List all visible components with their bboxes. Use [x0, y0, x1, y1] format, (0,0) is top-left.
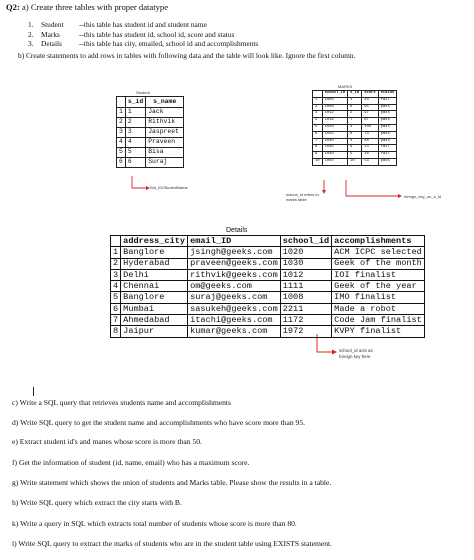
table-row: 5 5 Bisa — [117, 148, 184, 158]
table-cell: 1012 — [280, 269, 331, 280]
table-cell: 3 — [313, 111, 323, 118]
table-cell: Geek of the year — [332, 281, 425, 292]
table-cell: itachi@geeks.com — [188, 315, 281, 326]
table-cell: suraj@geeks.com — [188, 292, 281, 303]
question-c: c) Write a SQL query that retrieves students name and accomplishments — [12, 398, 232, 407]
column-header: school_id — [322, 91, 348, 98]
student-arrow — [132, 176, 146, 188]
table-cell: 2211 — [280, 303, 331, 314]
table-cell: Jaipur — [121, 326, 188, 337]
table-cell: 1035 — [322, 145, 348, 152]
table-row — [111, 247, 425, 258]
table-row: 1 1 Jack — [117, 108, 184, 118]
table-cell: 1040 — [322, 152, 348, 159]
table-cell: Delhi — [121, 269, 188, 280]
table-cell: 23 — [362, 97, 378, 104]
table-cell: 100 — [362, 124, 378, 131]
table-row — [111, 326, 425, 337]
question-h: h) Write SQL query which extract the city starts with B. — [12, 498, 182, 507]
table-cell: 2 — [348, 111, 362, 118]
column-header: address_city — [121, 236, 188, 247]
table-row — [111, 258, 425, 269]
table-cell: fail — [378, 145, 397, 152]
table-cell: Hyderabad — [121, 258, 188, 269]
table-cell: 1020 — [280, 247, 331, 258]
arrow-head — [322, 190, 326, 194]
column-header: s_id — [348, 91, 362, 98]
part-b-instruction: b) Create statements to add rows in tables with following data and the table will look like. Ignore the first column. — [18, 51, 356, 60]
table-cell: 1 — [348, 97, 362, 104]
table-cell: pass — [378, 111, 397, 118]
table-cell: 9 — [313, 152, 323, 159]
question-k: k) Write a query in SQL which extracts total number of students whose score is more than 80. — [12, 519, 297, 528]
table-cell: 1016 — [322, 118, 348, 125]
table-cell: IOI finalist — [332, 269, 425, 280]
table-cell: 6 — [348, 104, 362, 111]
student-table-note: Std_ID/StudentName — [150, 185, 188, 190]
table-cell: 8 — [348, 131, 362, 138]
table-cell: 1111 — [280, 281, 331, 292]
table-cell: 7 — [313, 138, 323, 145]
table-row: 4 4 Praveen — [117, 138, 184, 148]
marks-arrow-right — [346, 180, 398, 196]
table-cell: pass — [378, 118, 397, 125]
table-cell: KVPY finalist — [332, 326, 425, 337]
table-cell: sasukeh@geeks.com — [188, 303, 281, 314]
table-cell: 9 — [348, 145, 362, 152]
table-cell: 1972 — [280, 326, 331, 337]
column-header: status — [378, 91, 397, 98]
question-g: g) Write statement which shows the union of students and Marks table. Please show the results in a table. — [12, 478, 332, 487]
column-header: school_id — [280, 236, 331, 247]
table-cell: 10 — [313, 158, 323, 165]
table-cell: Banglore — [121, 247, 188, 258]
table-cell: 13 — [362, 145, 378, 152]
table-cell: 5 — [111, 292, 121, 303]
table-cell: 5 — [348, 152, 362, 159]
table-cell: 4 — [348, 138, 362, 145]
question-l: l) Write SQL query to extract the marks of students who are in the student table using EXISTS statement. — [12, 539, 333, 548]
marks-note-right: foreign_key_on_s_id — [404, 194, 441, 199]
table-row — [111, 281, 425, 292]
table-cell: 1050 — [322, 158, 348, 165]
table-cell: 1008 — [280, 292, 331, 303]
table-cell: pass — [378, 124, 397, 131]
details-table-caption: Details — [226, 227, 248, 234]
table-row — [111, 315, 425, 326]
table-row: 3 3 Jaspreet — [117, 128, 184, 138]
table-cell: 1012 — [322, 111, 348, 118]
table-cell: ACM ICPC selected — [332, 247, 425, 258]
table-cell: 67 — [362, 118, 378, 125]
table-cell: 97 — [362, 111, 378, 118]
table-cell: 3 — [111, 269, 121, 280]
table-cell: 73 — [362, 131, 378, 138]
table-row — [111, 269, 425, 280]
table-cell: 1004 — [322, 97, 348, 104]
marks-note-left: school_id refers to marks table — [286, 192, 319, 202]
table-row — [111, 303, 425, 314]
column-header: s_id — [125, 97, 145, 108]
table-cell: rithvik@geeks.com — [188, 269, 281, 280]
table-cell: 1008 — [322, 104, 348, 111]
table-cell: pass — [378, 131, 397, 138]
table-cell: 95 — [362, 104, 378, 111]
text-cursor — [33, 387, 34, 396]
table-cell: pass — [378, 158, 397, 165]
details-table — [110, 235, 425, 338]
table-row: 2 2 Rithvik — [117, 118, 184, 128]
details-table-note: school_id acts as foreign key here — [339, 348, 373, 359]
question-e: e) Extract student id's and manes whose score is more than 50. — [12, 437, 202, 446]
table-list-item: 2. Marks --this table has student id, school id, score and status — [28, 29, 235, 39]
column-header: email_ID — [188, 236, 281, 247]
table-cell: 1 — [313, 97, 323, 104]
arrow-head — [146, 186, 150, 190]
table-cell: 4 — [111, 281, 121, 292]
table-cell: 7 — [348, 118, 362, 125]
table-cell: 2 — [313, 104, 323, 111]
column-header: accomplishments — [332, 236, 425, 247]
table-cell: Chennai — [121, 281, 188, 292]
column-header — [111, 236, 121, 247]
table-header-row — [111, 236, 425, 247]
table-cell: 10 — [348, 158, 362, 165]
table-row — [111, 292, 425, 303]
question-text: a) Create three tables with proper datatype — [22, 2, 169, 12]
table-cell: pass — [378, 138, 397, 145]
table-list-item: 1. Student --this table has student id and student name — [28, 20, 207, 29]
details-table-wrap — [110, 235, 425, 338]
table-cell: 6 — [313, 131, 323, 138]
table-row: 6 6 Suraj — [117, 158, 184, 168]
table-cell: 1025 — [322, 131, 348, 138]
table-cell: 7 — [111, 315, 121, 326]
table-cell: 3 — [348, 124, 362, 131]
table-cell: 1030 — [322, 138, 348, 145]
table-cell: 1030 — [280, 258, 331, 269]
table-cell: Made a robot — [332, 303, 425, 314]
arrow-head — [398, 194, 402, 198]
student-table-caption: Student — [136, 90, 150, 95]
table-cell: Mumbai — [121, 303, 188, 314]
table-cell: 16 — [362, 152, 378, 159]
table-cell: kumar@geeks.com — [188, 326, 281, 337]
table-cell: Code Jam finalist — [332, 315, 425, 326]
marks-table-caption: MARKS — [338, 84, 353, 89]
column-header: score — [362, 91, 378, 98]
question-d: d) Write SQL query to get the student name and accomplishments who have score more than 95. — [12, 418, 306, 427]
arrow-head — [332, 350, 337, 355]
table-cell: 88 — [362, 138, 378, 145]
question-label: Q2: — [6, 2, 20, 12]
table-cell: 53 — [362, 158, 378, 165]
table-cell: 4 — [313, 118, 323, 125]
question-f: f) Get the information of student (id, name, email) who has a maximum score. — [12, 458, 250, 467]
table-cell: 1 — [111, 247, 121, 258]
table-cell: pass — [378, 104, 397, 111]
table-cell: 6 — [111, 303, 121, 314]
table-cell: Geek of the month — [332, 258, 425, 269]
column-header: s_name — [146, 97, 184, 108]
table-cell: praveen@geeks.com — [188, 258, 281, 269]
table-cell: fail — [378, 152, 397, 159]
table-cell: fail — [378, 97, 397, 104]
table-list-item: 3. Details --this table has city, emailed, school id and accomplishments — [28, 39, 259, 48]
table-cell: jsingh@geeks.com — [188, 247, 281, 258]
table-cell: 1172 — [280, 315, 331, 326]
table-cell: IMO finalist — [332, 292, 425, 303]
table-cell: Banglore — [121, 292, 188, 303]
table-cell: 5 — [313, 124, 323, 131]
table-cell: 8 — [313, 145, 323, 152]
table-cell: Ahmedabad — [121, 315, 188, 326]
table-cell: 2 — [111, 258, 121, 269]
table-cell: 1020 — [322, 124, 348, 131]
table-cell: 8 — [111, 326, 121, 337]
table-cell: om@geeks.com — [188, 281, 281, 292]
